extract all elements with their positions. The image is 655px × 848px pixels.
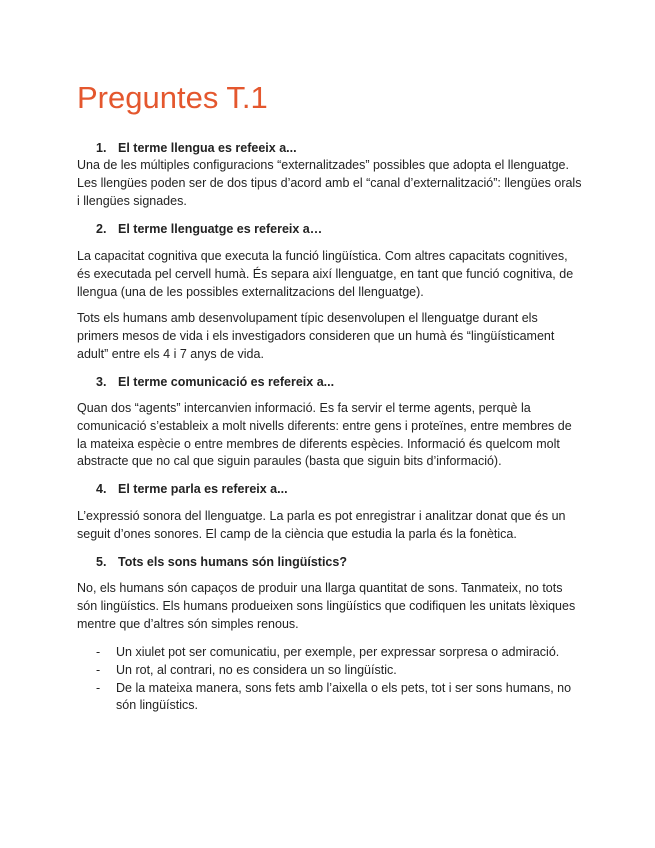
question-heading-3 <box>96 374 334 391</box>
question-number: 4. <box>96 482 107 496</box>
answer-paragraph: Tots els humans amb desenvolupament típic desenvolupen el llenguatge durant els primers mesos de vida i els investigadors consideren que un humà és “lingüísticament adult” entre els 4 i 7 anys de vida. <box>77 311 555 361</box>
answer-paragraph: No, els humans són capaços de produir una llarga quantitat de sons. Tanmateix, no tots són lingüístics. Els humans produeixen sons lingüístics que codifiquen les unitats lèxiques mentre que d’altres són simples renous. <box>77 581 576 631</box>
answer-paragraph: L’expressió sonora del llenguatge. La parla es pot enregistrar i analitzar donat que és un seguit d’ones sonores. El camp de la ciència que estudia la parla és la fonètica. <box>77 509 566 541</box>
answer-5 <box>77 580 582 633</box>
question-number: 1. <box>96 141 107 155</box>
question-heading-2 <box>96 221 322 238</box>
bullet-marker: - <box>96 662 101 677</box>
question-number: 2. <box>96 222 107 236</box>
question-text: El terme llenguatge es refereix a… <box>118 222 323 236</box>
page-title: Preguntes T.1 <box>77 80 268 115</box>
question-number: 3. <box>96 375 107 389</box>
bullet-marker: - <box>96 680 101 695</box>
answer-3 <box>77 400 582 471</box>
answer-5-bullet-list <box>96 644 586 715</box>
answer-2a <box>77 248 582 301</box>
answer-4 <box>77 508 582 544</box>
list-item-text: Un rot, al contrari, no es considera un so lingüístic. <box>116 662 397 677</box>
question-heading-1 <box>96 140 297 157</box>
answer-2b <box>77 310 582 363</box>
answer-paragraph: Quan dos “agents” intercanvien informació. Es fa servir el terme agents, perquè la comunicació s’estableix a molt nivells diferents: entre gens i proteïnes, entre membres de la mateixa espècie o entre membres de diferents espècies. Informació és quelcom molt abstracte que no cal que siguin paraules (basta que siguin bits d’informació). <box>77 401 572 469</box>
question-heading-5 <box>96 554 347 571</box>
question-text: El terme llengua es refeeix a... <box>118 141 297 155</box>
bullet-marker: - <box>96 645 101 659</box>
answer-paragraph: Una de les múltiples configuracions “externalitzades” possibles que adopta el llenguatge. Les llengües poden ser de dos tipus d’acord amb el “canal d’externalització”: llengües orals i llengües signades. <box>77 158 582 208</box>
list-item <box>96 680 586 716</box>
question-text: El terme parla es refereix a... <box>118 482 288 496</box>
list-item-text: Un xiulet pot ser comunicatiu, per exemple, per expressar sorpresa o admiració. <box>116 645 560 659</box>
question-number: 5. <box>96 555 107 569</box>
list-item-text: De la mateixa manera, sons fets amb l’aixella o els pets, tot i ser sons humans, no són lingüístics. <box>116 680 572 713</box>
question-text: El terme comunicació es refereix a... <box>118 375 335 389</box>
answer-paragraph: La capacitat cognitiva que executa la funció lingüística. Com altres capacitats cognitives, és executada pel cervell humà. És separa així llenguatge, en tant que funció cognitiva, de llengua (una de les possibles externalitzacions del llenguatge). <box>77 249 574 299</box>
list-item <box>96 662 586 680</box>
question-heading-4 <box>96 481 288 498</box>
answer-1 <box>77 157 582 210</box>
list-item <box>96 644 586 662</box>
question-text: Tots els sons humans són lingüístics? <box>118 555 347 569</box>
